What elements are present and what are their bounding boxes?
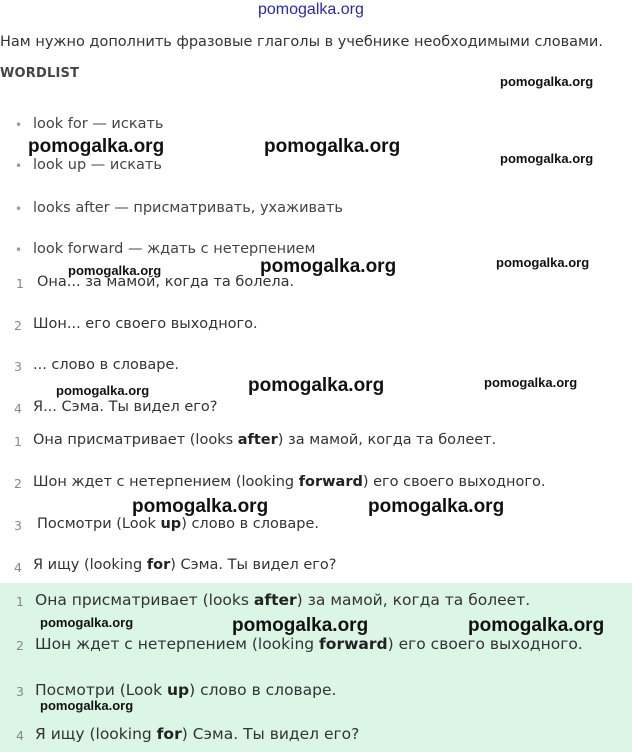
watermark: pomogalka.org	[500, 151, 594, 166]
answer-number: 4	[14, 560, 22, 575]
wordlist-item-text: looks after — присматривать, ухаживать	[33, 200, 343, 216]
wordlist-item-text: look up — искать	[33, 157, 162, 173]
watermark: pomogalka.org	[468, 615, 605, 636]
watermark: pomogalka.org	[232, 615, 369, 636]
watermark: pomogalka.org	[68, 263, 162, 278]
answer-number: 2	[16, 638, 24, 653]
intro-text: Нам нужно дополнить фразовые глаголы в учебнике необходимыми словами.	[0, 34, 603, 50]
watermark: pomogalka.org	[496, 255, 590, 270]
answer-number: 2	[14, 476, 22, 491]
wordlist-item	[15, 116, 164, 132]
exercise-number: 2	[14, 318, 22, 333]
highlighted-answer-line: Посмотри (Look up) слово в словаре.	[35, 681, 337, 699]
bullet-icon: •	[15, 243, 23, 257]
answer-line: Я ищу (looking for) Сэма. Ты видел его?	[33, 557, 337, 573]
site-title[interactable]: pomogalka.org	[258, 1, 364, 18]
exercise-number: 4	[14, 401, 22, 416]
watermark: pomogalka.org	[260, 256, 397, 277]
watermark: pomogalka.org	[484, 375, 578, 390]
watermark: pomogalka.org	[264, 136, 401, 157]
answer-number: 4	[16, 728, 24, 743]
answer-line: Она присматривает (looks after) за мамой, когда та болеет.	[33, 432, 497, 448]
exercise-text: Шон... его своего выходного.	[33, 316, 258, 332]
exercise-number: 3	[14, 359, 22, 374]
watermark: pomogalka.org	[40, 615, 134, 630]
answer-number: 1	[14, 434, 22, 449]
wordlist-item	[15, 241, 316, 257]
bullet-icon: •	[15, 202, 23, 216]
wordlist-item-text: look for — искать	[33, 116, 164, 132]
exercise-text: Я... Сэма. Ты видел его?	[33, 399, 218, 415]
watermark: pomogalka.org	[28, 136, 165, 157]
answer-line: Посмотри (Look up) слово в словаре.	[37, 516, 320, 532]
answer-number: 1	[16, 594, 24, 609]
watermark: pomogalka.org	[40, 698, 134, 713]
exercise-text: ... слово в словаре.	[33, 357, 180, 373]
highlighted-answer-line: Она присматривает (looks after) за мамой, когда та болеет.	[35, 591, 531, 609]
watermark: pomogalka.org	[500, 74, 594, 89]
highlighted-answer-line: Я ищу (looking for) Сэма. Ты видел его?	[35, 725, 360, 743]
bullet-icon: •	[15, 159, 23, 173]
exercise-text: Она... за мамой, когда та болела.	[37, 274, 295, 290]
answer-line: Шон ждет с нетерпением (looking forward) его своего выходного.	[33, 474, 546, 490]
answer-number: 3	[16, 684, 24, 699]
wordlist-heading: WORDLIST	[0, 66, 80, 81]
watermark: pomogalka.org	[248, 375, 385, 396]
watermark: pomogalka.org	[368, 496, 505, 517]
bullet-icon: •	[15, 118, 23, 132]
watermark: pomogalka.org	[56, 383, 150, 398]
wordlist-item-text: look forward — ждать с нетерпением	[33, 241, 316, 257]
answer-number: 3	[14, 518, 22, 533]
exercise-number: 1	[16, 276, 24, 291]
highlighted-answer-line: Шон ждет с нетерпением (looking forward) его своего выходного.	[35, 635, 583, 653]
wordlist-item	[15, 200, 343, 216]
watermark: pomogalka.org	[132, 496, 269, 517]
wordlist-item	[15, 157, 162, 173]
